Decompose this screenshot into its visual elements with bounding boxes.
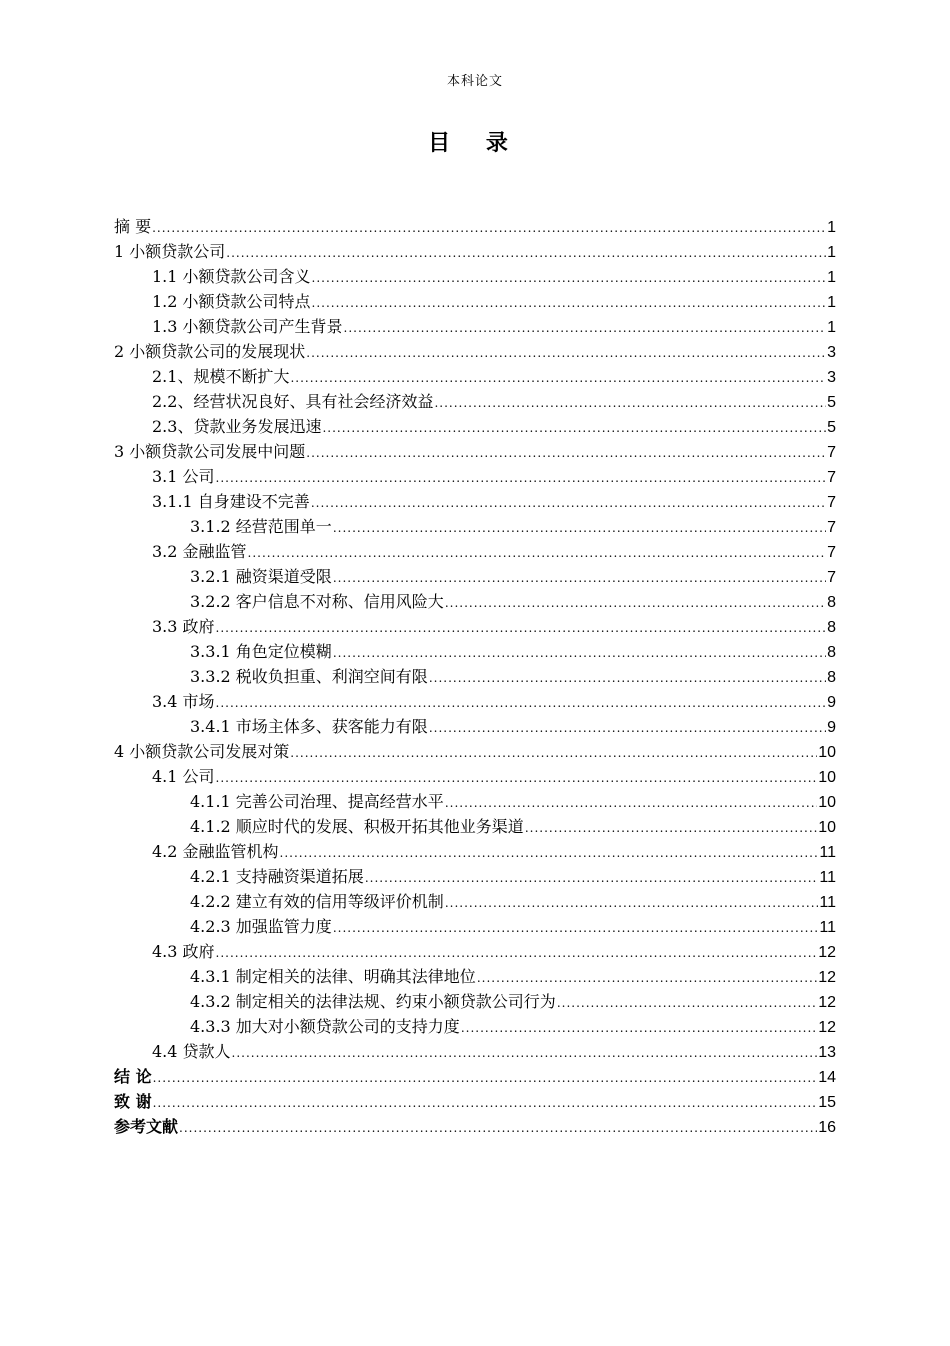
toc-page-number: 3	[827, 369, 836, 386]
toc-dot-leader	[290, 741, 817, 766]
toc-dot-leader	[344, 316, 827, 341]
toc-entry[interactable]	[114, 539, 836, 564]
toc-entry-title: 2.1、规模不断扩大	[152, 367, 290, 386]
toc-entry-title: 4.1.1 完善公司治理、提高经营水平	[190, 792, 444, 811]
toc-entry[interactable]	[114, 664, 836, 689]
toc-entry[interactable]	[114, 864, 836, 889]
toc-entry-title: 4 小额贷款公司发展对策	[114, 742, 290, 761]
toc-entry-title: 3.3.1 角色定位模糊	[190, 642, 332, 661]
toc-page-number: 11	[819, 869, 836, 886]
toc-entry-title: 4.3.1 制定相关的法律、明确其法律地位	[190, 967, 476, 986]
toc-entry[interactable]	[114, 939, 836, 964]
toc-entry-title: 1 小额贷款公司	[114, 242, 226, 261]
toc-dot-leader	[557, 991, 817, 1016]
toc-entry-title: 结 论	[114, 1067, 152, 1086]
page-title: 目 录	[428, 130, 522, 156]
toc-entry-title: 3.1.2 经营范围单一	[190, 517, 332, 536]
toc-entry[interactable]	[114, 1089, 836, 1114]
toc-entry[interactable]	[114, 389, 836, 414]
running-header: 本科论文	[446, 74, 503, 89]
toc-dot-leader	[333, 916, 819, 941]
toc-dot-leader	[333, 566, 826, 591]
toc-entry[interactable]	[114, 689, 836, 714]
toc-dot-leader	[312, 266, 827, 291]
toc-page-number: 10	[818, 794, 836, 811]
toc-dot-leader	[333, 516, 826, 541]
toc-entry[interactable]	[114, 764, 836, 789]
toc-dot-leader	[434, 391, 826, 416]
toc-entry-title: 4.3 政府	[152, 942, 215, 961]
toc-entry-title: 3.4.1 市场主体多、获客能力有限	[190, 717, 428, 736]
toc-entry[interactable]	[114, 564, 836, 589]
toc-entry[interactable]	[114, 339, 836, 364]
toc-page-number: 12	[818, 969, 836, 986]
toc-page-number: 8	[827, 619, 836, 636]
toc-dot-leader	[312, 291, 827, 316]
toc-page-number: 12	[818, 944, 836, 961]
toc-entry-title: 1.1 小额贷款公司含义	[152, 267, 311, 286]
toc-dot-leader	[152, 216, 826, 241]
toc-page-number: 7	[827, 494, 836, 511]
toc-entry[interactable]	[114, 1039, 836, 1064]
toc-dot-leader	[445, 591, 826, 616]
toc-dot-leader	[290, 366, 826, 391]
toc-entry[interactable]	[114, 639, 836, 664]
toc-entry[interactable]	[114, 589, 836, 614]
toc-page-number: 15	[818, 1094, 836, 1111]
toc-page-number: 3	[827, 344, 836, 361]
toc-dot-leader	[216, 766, 818, 791]
toc-entry-title: 4.4 贷款人	[152, 1042, 231, 1061]
toc-entry-title: 3.1 公司	[152, 467, 215, 486]
toc-page-number: 14	[818, 1069, 836, 1086]
toc-entry-title: 3.2 金融监管	[152, 542, 247, 561]
toc-entry[interactable]	[114, 439, 836, 464]
toc-entry-title: 致 谢	[114, 1092, 152, 1111]
toc-page-number: 7	[827, 544, 836, 561]
toc-dot-leader	[226, 241, 826, 266]
toc-entry-title: 3 小额贷款公司发展中问题	[114, 442, 306, 461]
toc-entry-title: 4.1.2 顺应时代的发展、积极开拓其他业务渠道	[190, 817, 524, 836]
toc-entry-title: 3.2.2 客户信息不对称、信用风险大	[190, 592, 444, 611]
toc-page-number: 12	[818, 994, 836, 1011]
toc-entry[interactable]	[114, 614, 836, 639]
toc-entry-title: 3.2.1 融资渠道受限	[190, 567, 332, 586]
toc-entry-title: 3.3.2 税收负担重、利润空间有限	[190, 667, 428, 686]
toc-entry-title: 4.2.1 支持融资渠道拓展	[190, 867, 364, 886]
toc-dot-leader	[445, 891, 819, 916]
toc-entry-title: 4.3.3 加大对小额贷款公司的支持力度	[190, 1017, 460, 1036]
toc-dot-leader	[248, 541, 827, 566]
toc-entry-title: 3.1.1 自身建设不完善	[152, 492, 310, 511]
toc-dot-leader	[429, 666, 826, 691]
toc-entry[interactable]	[114, 989, 836, 1014]
toc-entry[interactable]	[114, 789, 836, 814]
toc-page-number: 9	[827, 719, 836, 736]
toc-page-number: 1	[827, 319, 836, 336]
toc-entry[interactable]	[114, 1064, 836, 1089]
toc-page-number: 16	[818, 1119, 836, 1136]
toc-entry-title: 4.2.2 建立有效的信用等级评价机制	[190, 892, 444, 911]
toc-entry[interactable]	[114, 489, 836, 514]
toc-page-number: 10	[818, 769, 836, 786]
toc-entry-title: 1.3 小额贷款公司产生背景	[152, 317, 343, 336]
toc-dot-leader	[429, 716, 826, 741]
toc-dot-leader	[365, 866, 819, 891]
toc-entry[interactable]	[114, 739, 836, 764]
toc-page-number: 7	[827, 569, 836, 586]
toc-entry-title: 3.4 市场	[152, 692, 215, 711]
toc-dot-leader	[306, 441, 826, 466]
toc-entry[interactable]	[114, 239, 836, 264]
toc-dot-leader	[153, 1066, 818, 1091]
toc-dot-leader	[322, 416, 826, 441]
toc-entry-title: 3.3 政府	[152, 617, 215, 636]
toc-page-number: 8	[827, 669, 836, 686]
toc-dot-leader	[179, 1116, 817, 1141]
toc-page-number: 5	[827, 419, 836, 436]
toc-entry[interactable]	[114, 1014, 836, 1039]
toc-page-number: 1	[827, 294, 836, 311]
toc-entry-title: 4.2.3 加强监管力度	[190, 917, 332, 936]
toc-entry[interactable]	[114, 1114, 836, 1139]
toc-page-number: 8	[827, 644, 836, 661]
toc-entry[interactable]	[114, 514, 836, 539]
toc-dot-leader	[216, 691, 827, 716]
toc-page-number: 1	[827, 269, 836, 286]
toc-page-number: 12	[818, 1019, 836, 1036]
toc-dot-leader	[525, 816, 817, 841]
toc-entry-title: 4.3.2 制定相关的法律法规、约束小额贷款公司行为	[190, 992, 556, 1011]
toc-page-number: 7	[827, 519, 836, 536]
toc-page-number: 13	[818, 1044, 836, 1061]
toc-entry-title: 参考文献	[114, 1117, 179, 1136]
toc-entry[interactable]	[114, 264, 836, 289]
toc-entry[interactable]	[114, 964, 836, 989]
toc-page-number: 7	[827, 444, 836, 461]
toc-entry[interactable]	[114, 714, 836, 739]
toc-page-number: 11	[819, 894, 836, 911]
toc-page-number: 7	[827, 469, 836, 486]
toc-entry[interactable]	[114, 839, 836, 864]
toc-entry-title: 4.1 公司	[152, 767, 215, 786]
toc-page-number: 10	[818, 819, 836, 836]
toc-entry-title: 2.2、经营状况良好、具有社会经济效益	[152, 392, 434, 411]
toc-dot-leader	[333, 641, 826, 666]
toc-entry[interactable]	[114, 814, 836, 839]
toc-page-number: 9	[827, 694, 836, 711]
toc-entry-title: 2 小额贷款公司的发展现状	[114, 342, 306, 361]
toc-entry[interactable]	[114, 464, 836, 489]
toc-page-number: 1	[827, 219, 836, 236]
toc-dot-leader	[445, 791, 817, 816]
toc-page-number: 8	[827, 594, 836, 611]
toc-entry[interactable]	[114, 364, 836, 389]
toc-page-number: 10	[818, 744, 836, 761]
toc-page-number: 11	[819, 919, 836, 936]
toc-dot-leader	[216, 616, 827, 641]
toc-entry[interactable]	[114, 289, 836, 314]
toc-page-number: 5	[827, 394, 836, 411]
toc-entry-title: 摘 要	[114, 217, 152, 236]
toc-page-number: 11	[819, 844, 836, 861]
toc-entry[interactable]	[114, 889, 836, 914]
toc-entry[interactable]	[114, 314, 836, 339]
toc-entry[interactable]	[114, 214, 836, 239]
toc-entry[interactable]	[114, 414, 836, 439]
toc-entry-title: 2.3、贷款业务发展迅速	[152, 417, 322, 436]
toc-entry-title: 1.2 小额贷款公司特点	[152, 292, 311, 311]
table-of-contents	[114, 214, 836, 1139]
toc-dot-leader	[461, 1016, 817, 1041]
toc-dot-leader	[216, 466, 827, 491]
toc-dot-leader	[311, 491, 826, 516]
toc-dot-leader	[232, 1041, 818, 1066]
toc-entry[interactable]	[114, 914, 836, 939]
toc-dot-leader	[216, 941, 818, 966]
toc-dot-leader	[280, 841, 819, 866]
toc-dot-leader	[306, 341, 826, 366]
toc-page-number: 1	[827, 244, 836, 261]
toc-dot-leader	[477, 966, 817, 991]
toc-dot-leader	[153, 1091, 818, 1116]
toc-entry-title: 4.2 金融监管机构	[152, 842, 279, 861]
